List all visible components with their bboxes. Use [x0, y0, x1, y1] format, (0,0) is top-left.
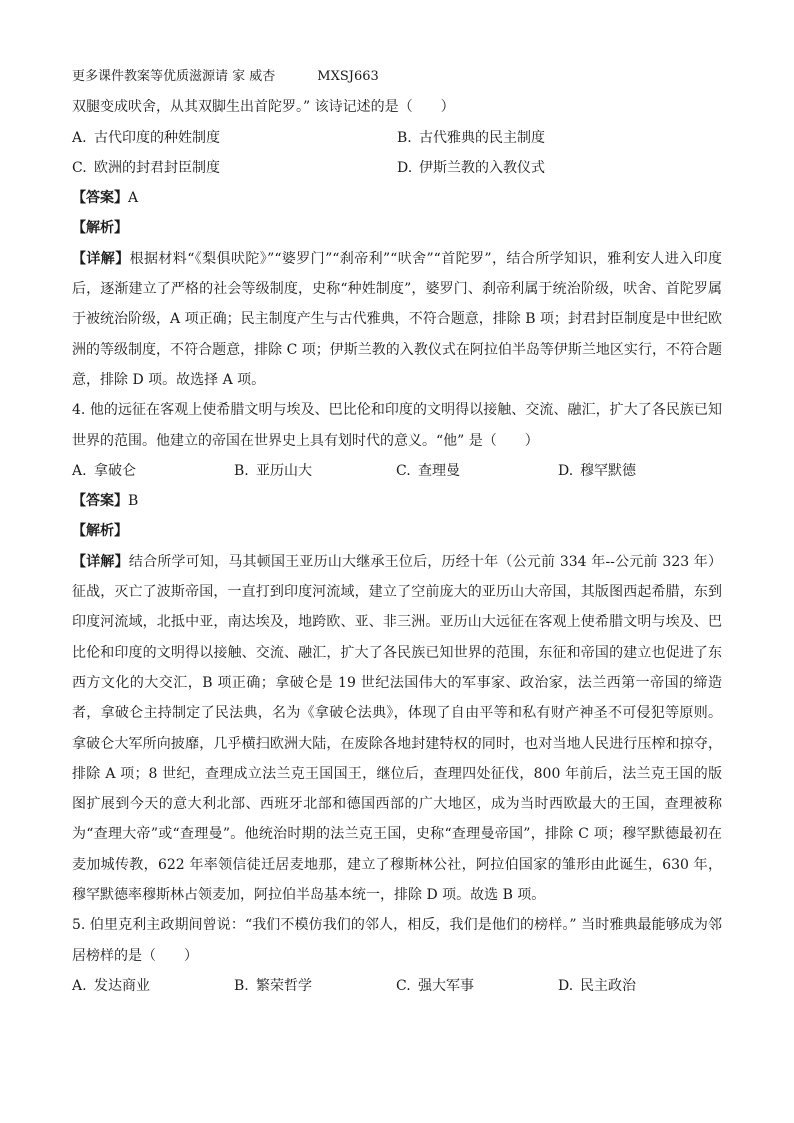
header-note: 更多课件教案等优质滋源请 家 威杏	[72, 69, 276, 84]
q3-analysis-label: 【解析】	[72, 220, 128, 237]
q5-options	[72, 971, 722, 1001]
page-header	[72, 62, 722, 92]
q4-stem: 4. 他的远征在客观上使希腊文明与埃及、巴比伦和印度的文明得以接触、交流、融汇，扩大了各民族已知世界的范围。他建立的帝国在世界史上具有划时代的意义。“他” 是（ ）	[72, 402, 722, 449]
q4-detail: 【详解】结合所学可知，马其顿国王亚历山大继承王位后，历经十年（公元前 334 年--公元前 323 年）征战，灭亡了波斯帝国，一直打到印度河流域，建立了空前庞大的亚历山大帝国，其版图西起希腊，东到印度河流域，北抵中亚，南达埃及，地跨欧、亚、非三洲。亚历山大远征在客观上使希腊文明与埃及、巴比伦和印度的文明得以接触、交流、融汇，扩大了各民族已知世界的范围，东征和帝国的建立也促进了东西方文化的大交汇，B 项正确；拿破仑是 19 世纪法国伟大的军事家、政治家，法兰西第一帝国的缔造者，拿破仑主持制定了民法典，名为《拿破仑法典》，体现了自由平等和私有财产神圣不可侵犯等原则。拿破仑大军所向披靡，几乎横扫欧洲大陆，在废除各地封建特权的同时，也对当地人民进行压榨和掠夺，排除 A 项；8 世纪，查理成立法兰克王国国王，继位后，查理四处征伐，800 年前后，法兰克王国的版图扩展到今天的意大利北部、西班牙北部和德国西部的广大地区，成为当时西欧最大的王国，查理被称为“查理大帝”或“查理曼”。他统治时期的法兰克王国，史称“查理曼帝国”，排除 C 项；穆罕默德最初在麦加城传教，622 年率领信徒迁居麦地那，建立了穆斯林公社，阿拉伯国家的雏形由此诞生，630 年，穆罕默德率穆斯林占领麦加，阿拉伯半岛基本统一，排除 D 项。故选 B 项。	[72, 553, 723, 904]
q3-option-c: C. 欧洲的封君封臣制度	[72, 159, 220, 176]
q5-option-d: D. 民主政治	[558, 977, 636, 994]
q5-stem: 5. 伯里克利主政期间曾说：“我们不模仿我们的邻人，相反，我们是他们的榜样。” 当时雅典最能够成为邻居榜样的是（ ）	[72, 917, 722, 964]
q3-detail: 【详解】根据材料“《梨俱吠陀》”“婆罗门”“刹帝利”“吠舍”“首陀罗”，结合所学知识，雅利安人进入印度后，逐渐建立了严格的社会等级制度，史称“种姓制度”，婆罗门、刹帝利属于统治阶级，吠舍、首陀罗属于被统治阶级，A 项正确；民主制度产生与古代雅典，不符合题意，排除 B 项；封君封臣制度是中世纪欧洲的等级制度，不符合题意，排除 C 项；伊斯兰教的入教仪式在阿拉伯半岛等伊斯兰地区实行，不符合题意，排除 D 项。故选择 A 项。	[72, 250, 722, 388]
document-page	[72, 62, 722, 1001]
q4-option-c: C. 查理曼	[396, 462, 460, 479]
q5-option-a: A. 发达商业	[72, 977, 150, 994]
q4-option-b: B. 亚历山大	[234, 462, 312, 479]
q4-answer: 【答案】B	[72, 493, 139, 510]
q4-options	[72, 456, 722, 486]
q5-option-c: C. 强大军事	[396, 977, 474, 994]
q4-option-a: A. 拿破仑	[72, 462, 136, 479]
q5-option-b: B. 繁荣哲学	[234, 977, 312, 994]
q3-answer: 【答案】A	[72, 190, 139, 207]
q3-options-row-1	[72, 123, 722, 153]
q3-option-a: A. 古代印度的种姓制度	[72, 129, 220, 146]
q3-options-row-2	[72, 153, 722, 183]
header-code: MXSJ663	[317, 69, 379, 84]
q4-analysis-label: 【解析】	[72, 523, 128, 540]
q3-stem-tail: 双腿变成吠舍，从其双脚生出首陀罗。” 该诗记述的是（ ）	[72, 99, 455, 116]
q3-option-d: D. 伊斯兰教的入教仪式	[397, 159, 545, 176]
q3-option-b: B. 古代雅典的民主制度	[397, 129, 545, 146]
q4-option-d: D. 穆罕默德	[558, 462, 636, 479]
